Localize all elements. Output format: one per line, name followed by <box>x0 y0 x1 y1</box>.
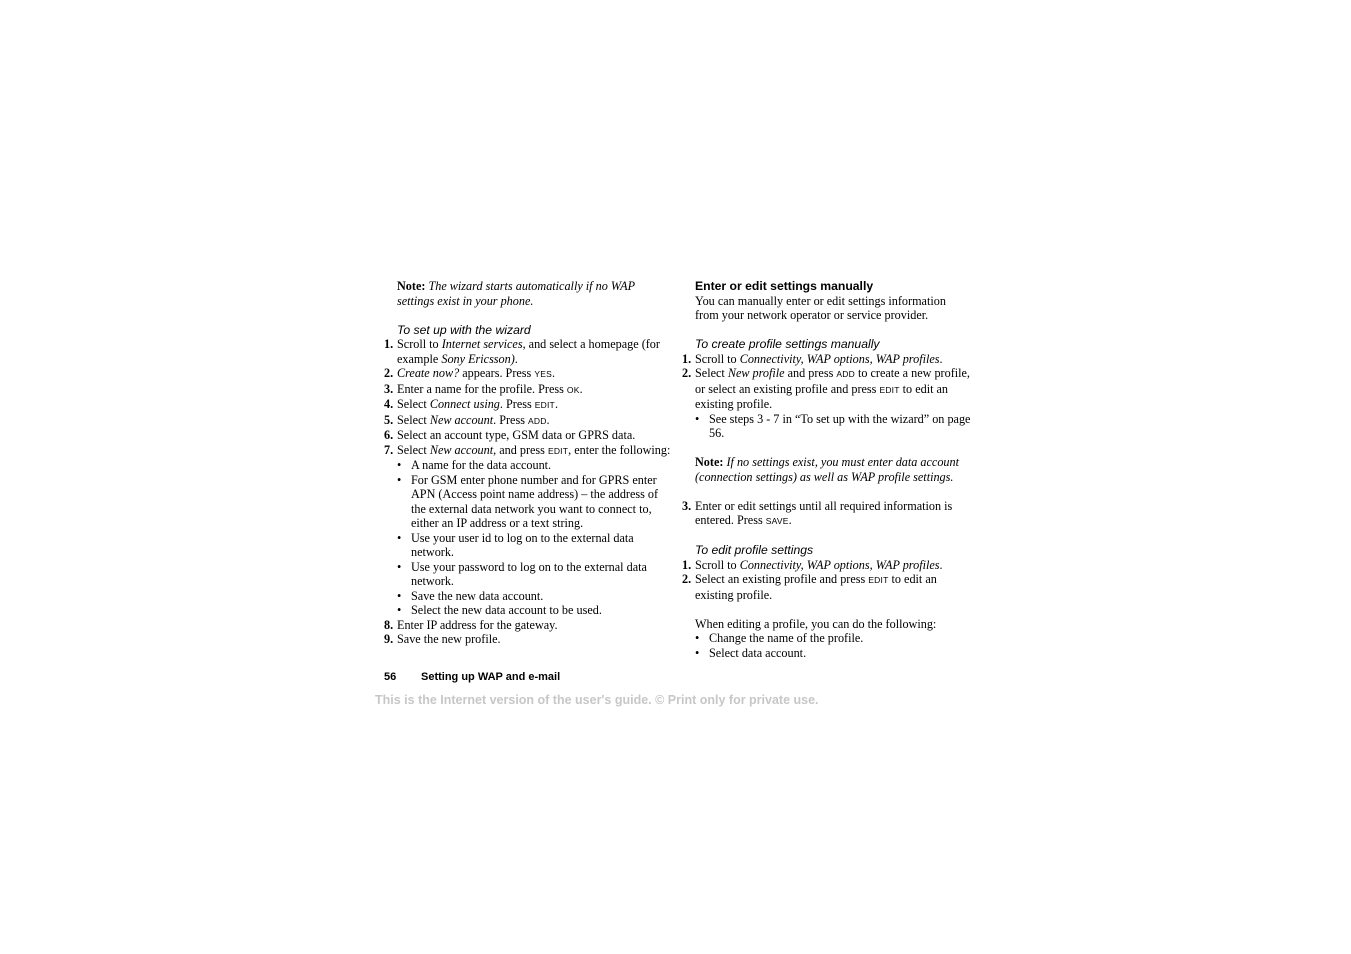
note <box>682 455 972 484</box>
step-text: Select an account type, GSM data or GPRS data. <box>397 428 636 442</box>
list-item: • Change the name of the profile. <box>695 631 864 645</box>
step-number: 6. <box>384 428 394 442</box>
list-item: • A name for the data account. <box>397 458 552 472</box>
list-item: • For GSM enter phone number and for GPRS enter APN (Access point name address) – the address of the external data network you want to connect to, either an IP address or a text string. <box>397 472 659 530</box>
step-number: 3. <box>384 381 394 396</box>
create-step-2 <box>682 366 972 412</box>
list-item: • Select data account. <box>695 645 807 660</box>
create-heading: To create profile settings manually <box>695 337 880 351</box>
step-2 <box>384 366 674 382</box>
section-title: Setting up WAP and e-mail <box>421 671 561 683</box>
key-label: SAVE <box>765 516 789 526</box>
note-text: The wizard starts automatically if no WAP settings exist in your phone. <box>397 279 635 308</box>
note-label: Note: <box>695 455 724 469</box>
step-text: . <box>551 366 555 380</box>
list-item: • Use your password to log on to the external data network. <box>397 559 647 588</box>
create-step-1 <box>682 352 972 367</box>
left-column <box>384 279 674 647</box>
step-7 <box>384 443 674 459</box>
intro-text: You can manually enter or edit settings information from your network operator or service provider. <box>695 293 946 322</box>
step-number: 8. <box>384 617 394 632</box>
step-6 <box>384 428 674 443</box>
step-3 <box>384 382 674 398</box>
step-9 <box>384 632 674 647</box>
step-text: Select <box>695 366 728 380</box>
step-menu-path: Connectivity, WAP options, WAP profiles <box>739 557 940 572</box>
step-text: and press <box>784 366 837 380</box>
step-text: . <box>546 412 550 427</box>
step-text: Save the new profile. <box>397 632 501 646</box>
step-number: 1. <box>682 351 692 366</box>
list-item: • Save the new data account. <box>397 588 544 603</box>
step-menu-item: Internet services <box>441 337 523 351</box>
step-number: 2. <box>682 572 692 586</box>
step-text: . <box>939 557 943 572</box>
key-label: ADD <box>528 415 547 426</box>
page-footer <box>384 671 560 683</box>
step-text: Select <box>397 412 430 427</box>
step-text: to edit an existing profile. <box>695 381 949 411</box>
step-text: Enter a name for the profile. Press <box>397 381 567 396</box>
disclaimer: This is the Internet version of the user's guide. © Print only for private use. <box>375 693 819 707</box>
step-text: . <box>514 351 518 366</box>
key-label: EDIT <box>534 400 555 410</box>
create-step-3 <box>682 499 972 529</box>
key-label: EDIT <box>868 575 889 585</box>
step-menu-path: Connectivity, WAP options, WAP profiles <box>739 351 940 366</box>
step-menu-item: New account <box>429 412 494 427</box>
list-item: • See steps 3 - 7 in “To set up with the wizard” on page 56. <box>695 411 971 440</box>
step-8 <box>384 618 674 633</box>
step-text: Scroll to <box>397 337 442 351</box>
step-text: Scroll to <box>695 351 740 366</box>
note-text: If no settings exist, you must enter data account (connection settings) as well as WAP profile settings. <box>695 455 960 484</box>
edit-heading: To edit profile settings <box>695 543 814 557</box>
step-text: . Press <box>499 397 535 411</box>
edit-step-1 <box>682 558 972 573</box>
step-menu-item: Create now? <box>397 366 460 380</box>
step-menu-item: New profile <box>727 366 785 380</box>
step-4 <box>384 397 674 413</box>
list-item: • Select the new data account to be used. <box>397 603 602 617</box>
step-text: , enter the following: <box>568 442 671 457</box>
step-text: . <box>939 351 943 366</box>
step-example: Sony Ericsson) <box>441 351 515 366</box>
list-item: • Use your user id to log on to the external data network. <box>397 530 634 559</box>
editing-intro: When editing a profile, you can do the following: <box>695 616 937 631</box>
step-text: . Press <box>493 412 528 427</box>
step-text: . <box>579 381 583 396</box>
step-text: . <box>554 397 558 411</box>
step-text: , and select a homepage (for example <box>397 337 660 366</box>
section-heading: Enter or edit settings manually <box>695 279 874 293</box>
step-number: 1. <box>682 557 692 572</box>
step-text: , and press <box>493 442 548 457</box>
step-text: appears. Press <box>459 366 535 380</box>
right-column <box>682 279 972 660</box>
key-label: YES <box>534 369 552 379</box>
step-text: Scroll to <box>695 557 740 572</box>
key-label: OK <box>566 384 580 395</box>
step-text: to create a new profile, or select an existing profile and press <box>695 366 970 396</box>
step-text: Select an existing profile and press <box>695 572 869 586</box>
step-text: Enter or edit settings until all required information is entered. Press <box>695 498 953 527</box>
step-text: Enter IP address for the gateway. <box>397 617 558 632</box>
step-1 <box>384 337 674 366</box>
step-menu-item: Connect using <box>429 397 500 411</box>
step-menu-item: New account <box>429 442 494 457</box>
wizard-heading: To set up with the wizard <box>397 322 531 337</box>
step-5 <box>384 413 674 429</box>
step-number: 2. <box>682 366 692 380</box>
step-number: 3. <box>682 498 692 513</box>
step-number: 1. <box>384 337 394 351</box>
step-number: 5. <box>384 412 394 427</box>
note-label: Note: <box>397 279 426 293</box>
step-text: Select <box>397 397 430 411</box>
key-label: EDIT <box>547 445 569 456</box>
step-text: to edit an existing profile. <box>695 572 937 602</box>
step-text: Select <box>397 442 430 457</box>
key-label: ADD <box>836 369 855 379</box>
step-text: . <box>788 513 792 527</box>
step-number: 9. <box>384 632 394 646</box>
step-number: 7. <box>384 442 394 457</box>
step-number: 4. <box>384 397 394 411</box>
note <box>384 279 674 308</box>
key-label: EDIT <box>879 384 900 395</box>
step-number: 2. <box>384 366 394 380</box>
page-number: 56 <box>384 671 397 683</box>
edit-step-2 <box>682 572 972 602</box>
